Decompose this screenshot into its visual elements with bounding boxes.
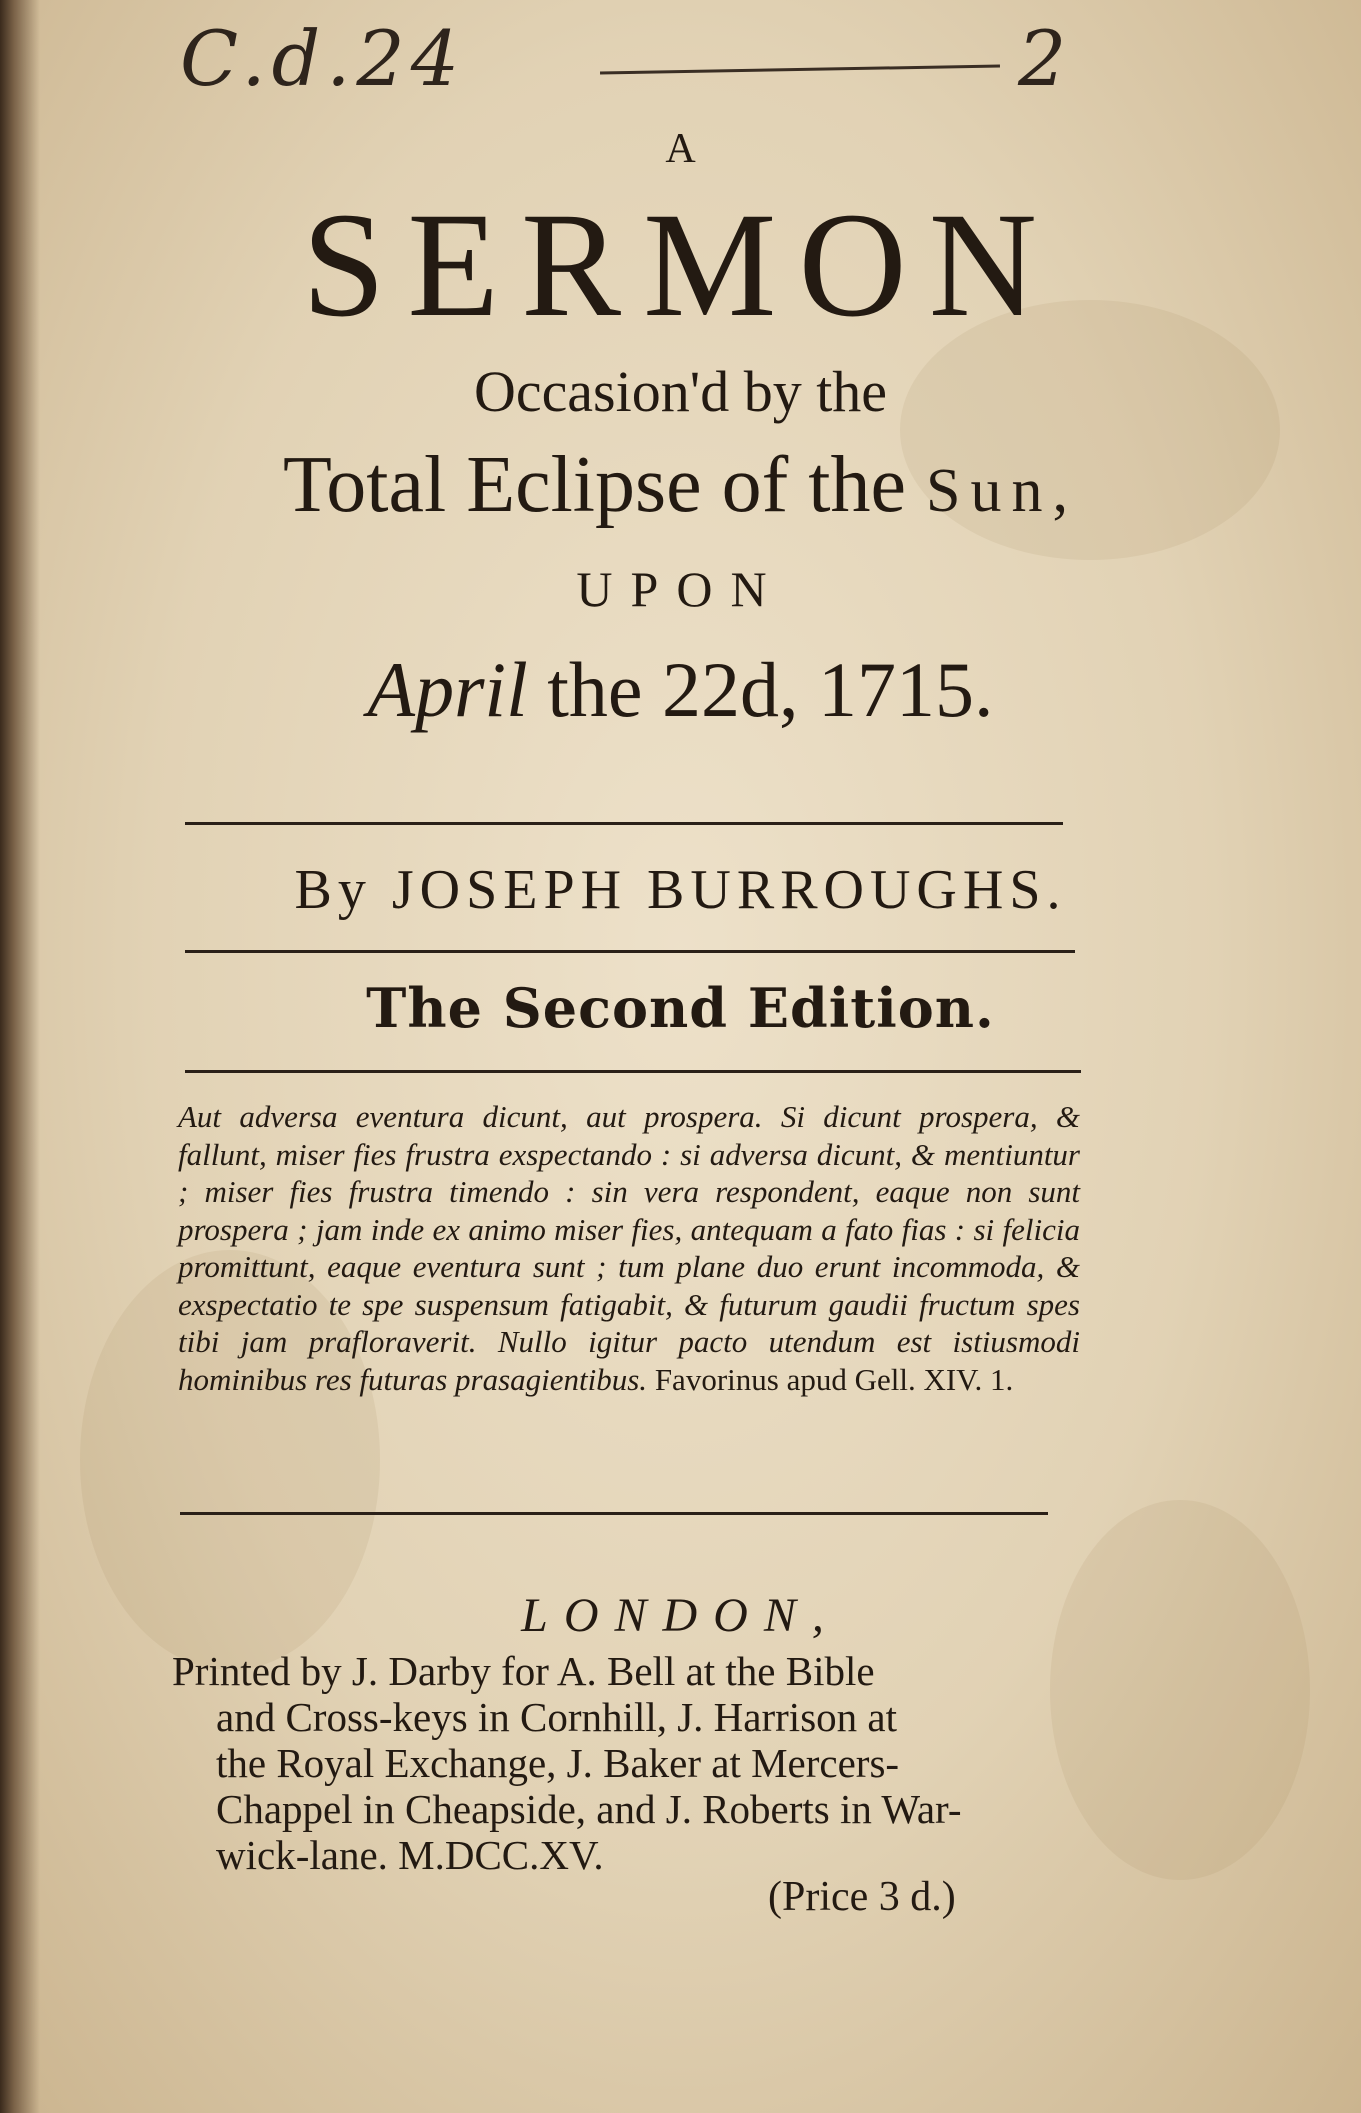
author-line: By JOSEPH BURROUGHS. — [294, 859, 1067, 921]
title-line1: Occasion'd by the — [473, 359, 888, 424]
shelfmark-code: C.d.24 — [180, 14, 466, 103]
motto-citation: Favorinus apud Gell. XIV. 1. — [654, 1361, 1014, 1397]
imprint-line: the Royal Exchange, J. Baker at Mercers- — [216, 1740, 900, 1786]
divider-rule — [180, 1512, 1048, 1515]
imprint-line: wick-lane. M.DCC.XV. — [216, 1832, 604, 1878]
shelfmark-rule — [600, 65, 1000, 75]
paper-stain — [1050, 1500, 1310, 1880]
title-date-month: April — [367, 646, 528, 733]
imprint-place: LONDON, — [521, 1589, 840, 1642]
title-date — [0, 645, 1361, 735]
title-line3: UPON — [576, 561, 785, 617]
title-line2-text: Total Eclipse of the — [282, 441, 907, 529]
motto-text: Aut adversa eventura dicunt, aut prospera. Si dicunt prospera, & fallunt, miser fies frustra exspectando : si adversa dicunt, & mentiuntur ; miser fies frustra timendo : sin vera respondent, eaque non sunt prospera ; jam inde ex animo miser fies, antequam a fato fias : si felicia promittunt, eaque eventura sunt ; tum plane duo erunt incommoda, & exspectatio te spe suspensum fatigabit, & futurum gaudii fructum spes tibi jam prafloraverit. Nullo igitur pacto utendum est istiusmodi hominibus res futuras prasagientibus. — [178, 1099, 1080, 1397]
divider-rule — [185, 1070, 1081, 1073]
latin-motto — [178, 1098, 1080, 1398]
edition-line: The Second Edition. — [366, 976, 995, 1040]
title-line2-sun: Sun, — [926, 457, 1079, 525]
imprint-line: and Cross-keys in Cornhill, J. Harrison at — [216, 1694, 897, 1740]
title-line2 — [0, 440, 1361, 531]
imprint-line: Printed by J. Darby for A. Bell at the Bible — [172, 1648, 875, 1694]
shelfmark-number: 2 — [1018, 14, 1073, 103]
title-main: SERMON — [301, 182, 1060, 348]
imprint-block — [172, 1648, 1082, 1878]
divider-rule — [185, 822, 1063, 825]
price-line: (Price 3 d.) — [768, 1874, 956, 1920]
divider-rule — [185, 950, 1075, 953]
title-article: A — [665, 126, 696, 172]
imprint-line: Chappel in Cheapside, and J. Roberts in War- — [216, 1786, 962, 1832]
title-date-rest: the 22d, 1715. — [547, 646, 994, 733]
handwritten-shelfmark — [180, 14, 1110, 104]
